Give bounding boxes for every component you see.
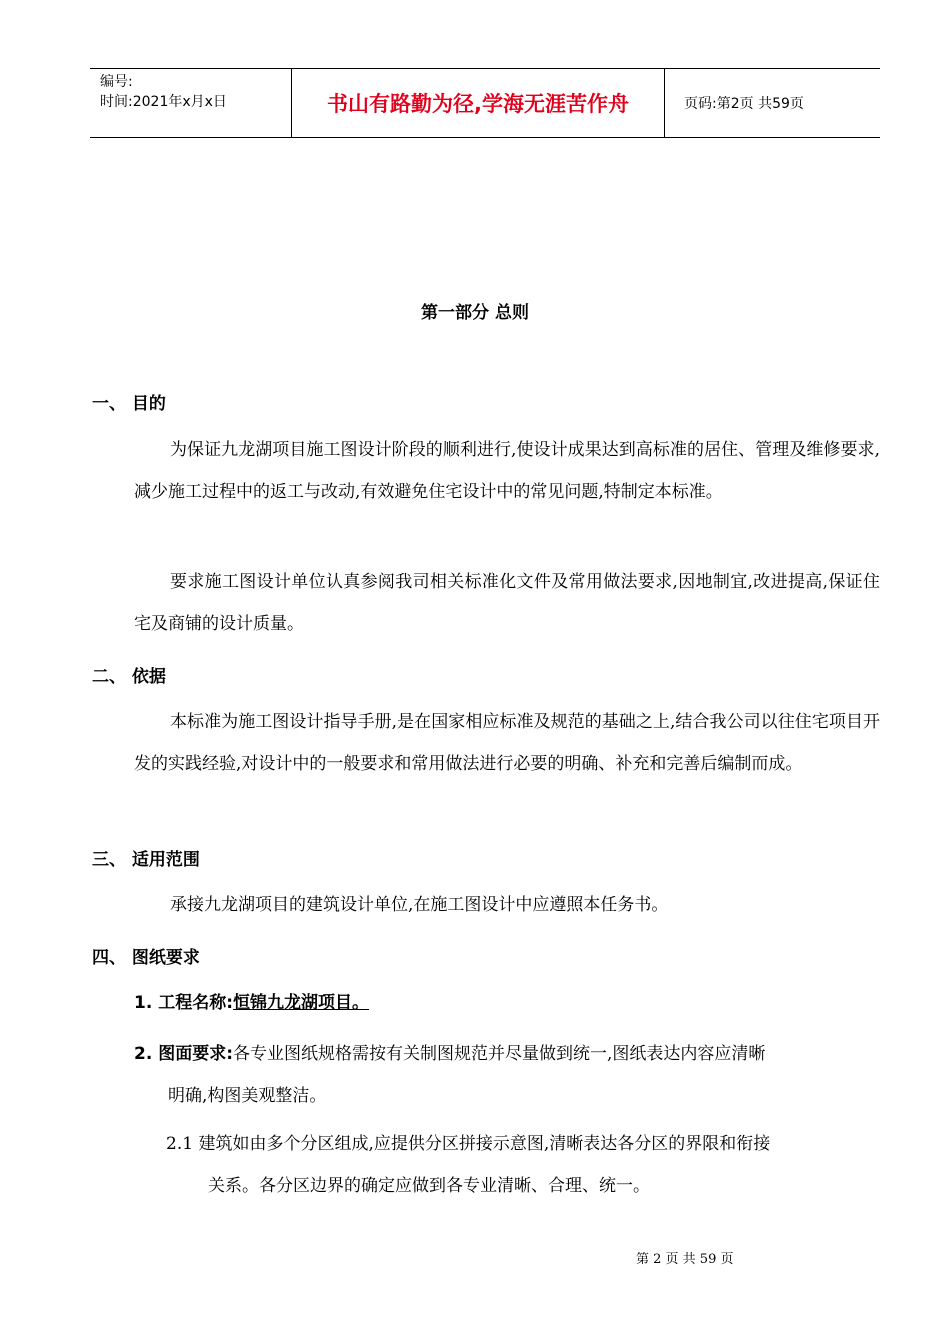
number-label: 编号: [100,74,133,90]
header-motto: 书山有路勤为径,学海无涯苦作舟 [292,69,665,137]
list-item-drawing-requirements [134,1033,880,1117]
header-meta-cell [90,69,292,137]
section-heading-purpose: 一、 目的 [92,394,166,414]
list-item-project-name [134,982,880,1024]
item-value: 恒锦九龙湖项目。 [233,993,370,1013]
page-info-text: 页码:第2页 共59页 [684,96,804,112]
paragraph-purpose-2: 要求施工图设计单位认真参阅我司相关标准化文件及常用做法要求,因地制宜,改进提高,保证住宅及商铺的设计质量。 [134,572,880,634]
page-header [90,68,880,138]
item-label: 2. 图面要求: [134,1044,234,1064]
subitem-text-line2: 关系。各分区边界的确定应做到各专业清晰、合理、统一。 [208,1176,650,1196]
paragraph-basis-1: 本标准为施工图设计指导手册,是在国家相应标准及规范的基础之上,结合我公司以往住宅项目开发的实践经验,对设计中的一般要求和常用做法进行必要的明确、补充和完善后编制而成。 [134,712,880,774]
paragraph-scope-1: 承接九龙湖项目的建筑设计单位,在施工图设计中应遵照本任务书。 [170,895,669,915]
item-text-line2: 明确,构图美观整洁。 [168,1086,327,1106]
section-heading-drawing-requirements: 四、 图纸要求 [92,948,200,968]
page-footer: 第 2 页 共 59 页 [636,1252,734,1267]
subitem-2-1 [166,1123,880,1207]
time-label: 时间:2021年x月x日 [100,94,227,110]
paragraph-purpose-1: 为保证九龙湖项目施工图设计阶段的顺利进行,使设计成果达到高标准的居住、管理及维修要求,减少施工过程中的返工与改动,有效避免住宅设计中的常见问题,特制定本标准。 [134,440,880,502]
section-heading-basis: 二、 依据 [92,667,166,687]
header-page-info [674,69,880,137]
subitem-text-line1: 2.1 建筑如由多个分区组成,应提供分区拼接示意图,清晰表达各分区的界限和衔接 [166,1134,771,1154]
item-text-line1: 各专业图纸规格需按有关制图规范并尽量做到统一,图纸表达内容应清晰 [233,1044,766,1064]
item-label: 1. 工程名称: [134,993,234,1013]
section-heading-scope: 三、 适用范围 [92,850,200,870]
page-title: 第一部分 总则 [421,303,529,323]
